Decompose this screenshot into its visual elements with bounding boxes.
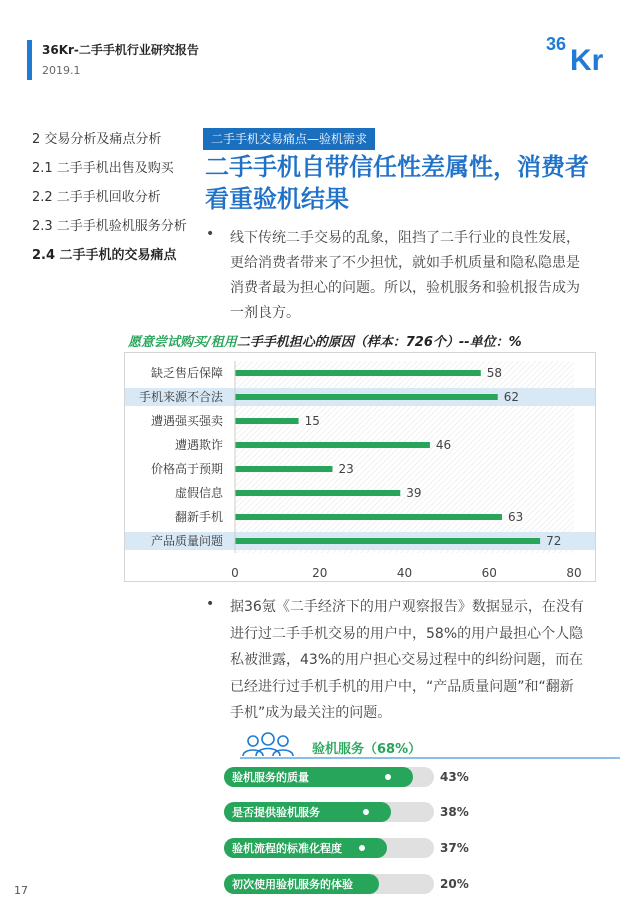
service-bar (224, 874, 434, 894)
users-icon (243, 733, 293, 756)
36kr-logo (544, 32, 616, 72)
service-bar-percent: 38% (440, 805, 469, 819)
x-tick-label: 60 (481, 566, 497, 580)
chart-title (128, 331, 522, 350)
service-bar-dot (385, 774, 391, 780)
headline: 二手手机自带信任性差属性，消费者看重验机结果 (205, 153, 589, 213)
bar (235, 466, 332, 472)
header-accent-bar (27, 40, 32, 80)
service-bar-label: 验机服务的质量 (232, 771, 309, 784)
x-tick-label: 40 (396, 566, 413, 580)
data-label: 63 (507, 510, 524, 524)
data-label: 58 (486, 366, 503, 380)
data-label: 23 (338, 462, 354, 476)
bullet-icon: • (206, 226, 215, 242)
x-tick-label: 80 (566, 566, 582, 580)
service-bar-percent: 20% (440, 877, 469, 891)
section-nav (32, 128, 202, 273)
service-bar-label: 是否提供验机服务 (232, 806, 320, 819)
category-label: 翻新手机 (174, 510, 223, 524)
bullet-icon: • (206, 596, 215, 612)
service-bar-label: 初次使用验机服务的体验 (232, 878, 353, 891)
bar-chart-svg (125, 353, 595, 581)
page-number: 17 (14, 884, 28, 897)
logo-text-top: 36 (546, 34, 567, 54)
paragraph-2: 据36氪《二手经济下的用户观察报告》数据显示，在没有进行过二手手机交易的用户中，58%的用户最担心个人隐私被泄露，43%的用户担心交易过程中的纠纷问题，而在已经进行过手机手机的用户中，“产品质量问题”和“翻新手机”成为最关注的问题。 (230, 599, 584, 721)
section-tag: 二手手机交易痛点—验机需求 (203, 128, 375, 150)
nav-item-2-4[interactable]: 2.4 二手手机的交易痛点 (32, 248, 177, 263)
chart-title-green: 愿意尝试购买/租用 (128, 335, 237, 350)
x-tick-label: 0 (231, 566, 239, 580)
nav-item-2-3[interactable]: 2.3 二手手机验机服务分析 (32, 219, 187, 234)
bar (235, 538, 540, 544)
paragraph-1: 线下传统二手交易的乱象，阻挡了二手行业的良性发展，更给消费者带来了不少担忧，就如手机质量和隐私隐患是消费者最为担心的问题。所以，验机服务和验机报告成为一剂良方。 (230, 230, 580, 321)
service-bar-fill (224, 874, 379, 894)
service-bar-percent: 37% (440, 841, 469, 855)
bar (235, 394, 498, 400)
logo-text-bottom: Kr (570, 44, 604, 72)
service-bar-fill (224, 767, 413, 787)
bar-chart (124, 352, 596, 582)
data-label: 46 (435, 438, 452, 452)
report-title: 36Kr-二手手机行业研究报告 (42, 43, 199, 57)
report-date: 2019.1 (42, 64, 81, 77)
category-label: 遭遇欺诈 (174, 438, 223, 452)
data-label: 72 (546, 534, 562, 548)
category-label: 遭遇强买强卖 (150, 414, 223, 428)
bar (235, 514, 502, 520)
category-label: 虚假信息 (174, 486, 223, 500)
service-bar (224, 838, 434, 858)
bar (235, 442, 430, 448)
nav-item-2-1[interactable]: 2.1 二手手机出售及购买 (32, 161, 174, 176)
category-label: 价格高于预期 (150, 462, 223, 476)
data-label: 39 (406, 486, 422, 500)
service-header-graphic (240, 732, 620, 760)
bar (235, 370, 481, 376)
service-bar-dot (359, 845, 365, 851)
service-title: 验机服务（68%） (312, 742, 422, 757)
category-label: 缺乏售后保障 (150, 366, 223, 380)
service-bar-fill (224, 838, 387, 858)
category-label: 产品质量问题 (150, 534, 223, 548)
service-bar (224, 802, 434, 822)
service-bar-label: 验机流程的标准化程度 (232, 842, 342, 855)
service-bar (224, 767, 434, 787)
bar (235, 490, 400, 496)
service-bar-dot (363, 809, 369, 815)
nav-item-2-2[interactable]: 2.2 二手手机回收分析 (32, 190, 161, 205)
data-label: 62 (503, 390, 520, 404)
service-bar-fill (224, 802, 391, 822)
service-bar-percent: 43% (440, 770, 469, 784)
chart-title-rest: 二手手机担心的原因（样本：726个）--单位：% (236, 335, 522, 350)
data-label: 15 (304, 414, 320, 428)
bar (235, 418, 299, 424)
nav-item-2[interactable]: 2 交易分析及痛点分析 (32, 132, 162, 147)
category-label: 手机来源不合法 (138, 390, 223, 404)
x-tick-label: 20 (312, 566, 328, 580)
